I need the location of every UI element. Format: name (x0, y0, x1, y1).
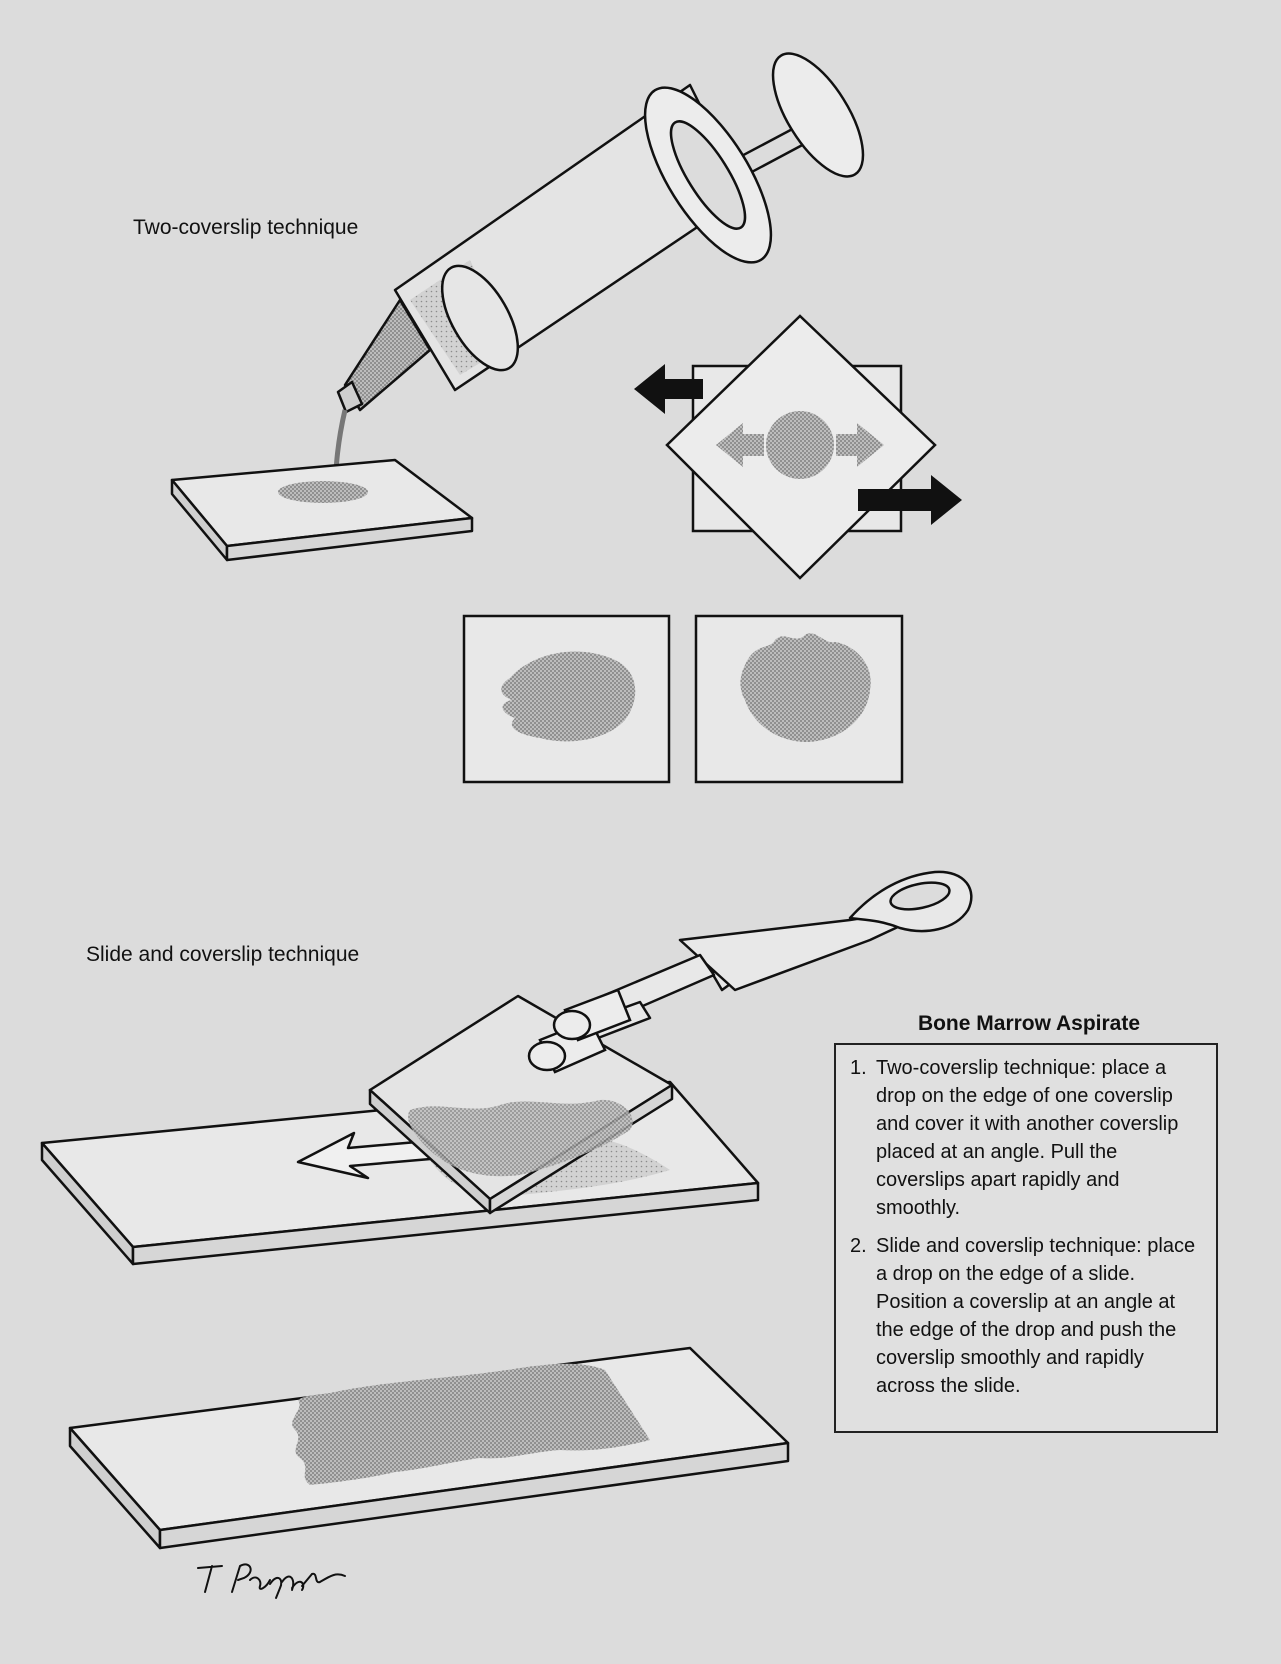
coverslip-pair (667, 316, 935, 578)
legend-box (834, 1043, 1218, 1433)
step-number: 1. (850, 1057, 867, 1079)
step-text: Two-coverslip technique: place a drop on the edge of one coverslip and cover it with another coverslip placed at an angle. Pull the coverslips apart rapidly and smoothly. (876, 1057, 1179, 1219)
label-two-coverslip: Two-coverslip technique (133, 216, 359, 239)
result-smear-1 (464, 616, 669, 782)
signature (198, 1564, 345, 1598)
legend-title: Bone Marrow Aspirate (917, 1012, 1141, 1035)
glass-slide-1 (172, 460, 472, 560)
legend-step (850, 1232, 1206, 1400)
drop-spread (766, 411, 834, 479)
legend-step (850, 1054, 1206, 1222)
step-text: Slide and coverslip technique: place a drop on the edge of a slide. Position a coverslip at an angle at the edge of the drop and push the coverslip smoothly and rapidly across the slide. (876, 1235, 1196, 1397)
result-smear-2 (696, 616, 902, 782)
step-number: 2. (850, 1235, 867, 1257)
label-slide-coverslip: Slide and coverslip technique (86, 943, 360, 966)
drop (278, 481, 368, 503)
